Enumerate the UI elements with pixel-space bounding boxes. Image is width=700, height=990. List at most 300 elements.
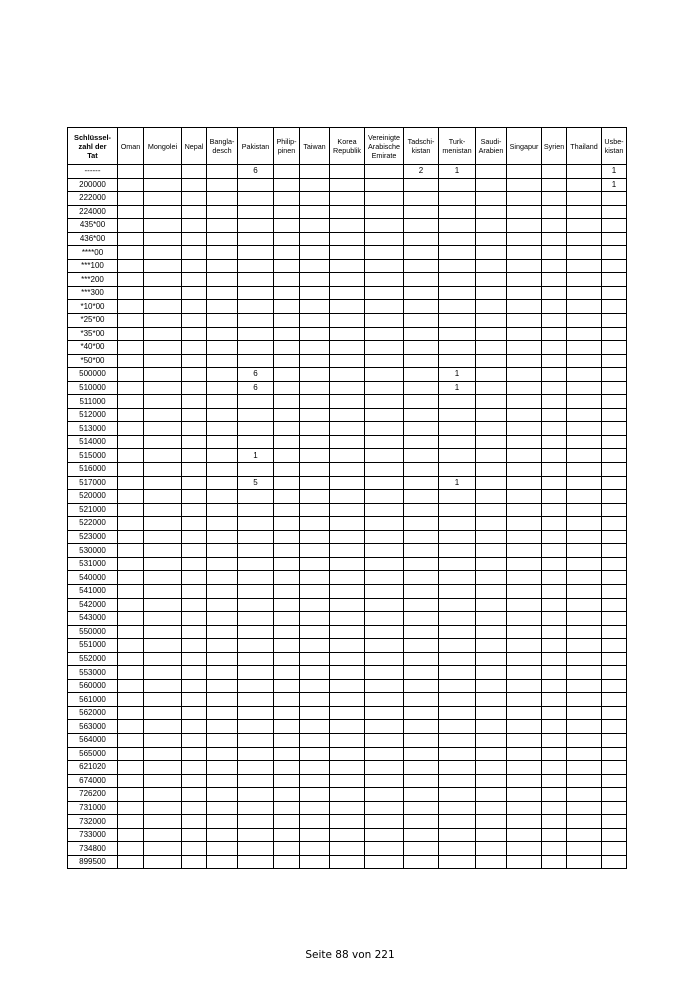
- key-number-cell: 674000: [68, 774, 118, 788]
- count-cell: [238, 463, 274, 477]
- count-cell: [182, 557, 207, 571]
- count-cell: [300, 693, 330, 707]
- count-cell: [274, 300, 300, 314]
- count-cell: [274, 219, 300, 233]
- count-cell: [507, 774, 542, 788]
- count-cell: [182, 517, 207, 531]
- count-cell: [330, 232, 365, 246]
- count-cell: [118, 408, 144, 422]
- count-cell: [274, 205, 300, 219]
- table-header: [68, 128, 627, 165]
- count-cell: [144, 422, 182, 436]
- count-cell: [365, 273, 404, 287]
- count-cell: [365, 422, 404, 436]
- count-cell: [300, 368, 330, 382]
- key-number-cell: *50*00: [68, 354, 118, 368]
- count-cell: [182, 625, 207, 639]
- count-cell: [542, 639, 567, 653]
- count-cell: [365, 639, 404, 653]
- count-cell: [542, 408, 567, 422]
- count-cell: [507, 314, 542, 328]
- column-header-country: Mongolei: [144, 128, 182, 165]
- count-cell: [274, 666, 300, 680]
- count-cell: [207, 314, 238, 328]
- count-cell: [300, 232, 330, 246]
- count-cell: [300, 747, 330, 761]
- count-cell: [404, 828, 439, 842]
- count-cell: [476, 449, 507, 463]
- count-cell: [300, 679, 330, 693]
- count-cell: [404, 192, 439, 206]
- column-header-country: Oman: [118, 128, 144, 165]
- count-cell: [602, 246, 627, 260]
- count-cell: [476, 165, 507, 179]
- count-cell: [207, 530, 238, 544]
- count-cell: [476, 192, 507, 206]
- count-cell: [542, 381, 567, 395]
- count-cell: [365, 165, 404, 179]
- count-cell: [144, 801, 182, 815]
- count-cell: [118, 828, 144, 842]
- count-cell: [182, 205, 207, 219]
- key-number-cell: 520000: [68, 490, 118, 504]
- count-cell: [118, 246, 144, 260]
- count-cell: [567, 408, 602, 422]
- count-cell: [182, 395, 207, 409]
- count-cell: [567, 286, 602, 300]
- count-cell: [439, 435, 476, 449]
- count-cell: [182, 381, 207, 395]
- count-cell: [476, 327, 507, 341]
- count-cell: [238, 598, 274, 612]
- count-cell: [404, 801, 439, 815]
- count-cell: [439, 625, 476, 639]
- count-cell: [207, 178, 238, 192]
- count-cell: [238, 639, 274, 653]
- key-number-cell: 564000: [68, 733, 118, 747]
- count-cell: [182, 490, 207, 504]
- count-cell: [330, 205, 365, 219]
- count-cell: [274, 449, 300, 463]
- count-cell: [330, 761, 365, 775]
- count-cell: [476, 219, 507, 233]
- count-cell: [567, 855, 602, 869]
- count-cell: [602, 368, 627, 382]
- count-cell: [476, 571, 507, 585]
- count-cell: [567, 354, 602, 368]
- count-cell: [404, 855, 439, 869]
- count-cell: [439, 490, 476, 504]
- count-cell: [365, 842, 404, 856]
- count-cell: [567, 571, 602, 585]
- count-cell: [118, 381, 144, 395]
- count-cell: [439, 598, 476, 612]
- table-row: [68, 192, 627, 206]
- count-cell: [300, 463, 330, 477]
- count-cell: [238, 652, 274, 666]
- count-cell: [118, 842, 144, 856]
- count-cell: [238, 314, 274, 328]
- count-cell: [330, 828, 365, 842]
- count-cell: [182, 341, 207, 355]
- table-row: [68, 761, 627, 775]
- count-cell: [238, 192, 274, 206]
- count-cell: [476, 300, 507, 314]
- count-cell: [602, 530, 627, 544]
- count-cell: [238, 354, 274, 368]
- count-cell: [330, 815, 365, 829]
- count-cell: [274, 733, 300, 747]
- count-cell: [144, 557, 182, 571]
- count-cell: [274, 232, 300, 246]
- count-cell: [542, 679, 567, 693]
- count-cell: [330, 733, 365, 747]
- key-number-cell: 733000: [68, 828, 118, 842]
- count-cell: [300, 788, 330, 802]
- count-cell: [404, 490, 439, 504]
- count-cell: [439, 422, 476, 436]
- count-cell: [274, 598, 300, 612]
- table-row: [68, 354, 627, 368]
- count-cell: [542, 733, 567, 747]
- count-cell: [182, 368, 207, 382]
- count-cell: [542, 286, 567, 300]
- count-cell: [476, 422, 507, 436]
- count-cell: [507, 395, 542, 409]
- count-cell: [207, 720, 238, 734]
- count-cell: [542, 354, 567, 368]
- count-cell: [476, 354, 507, 368]
- count-cell: [238, 286, 274, 300]
- count-cell: [207, 666, 238, 680]
- count-cell: [274, 801, 300, 815]
- count-cell: [507, 354, 542, 368]
- count-cell: [439, 639, 476, 653]
- count-cell: [602, 192, 627, 206]
- count-cell: [330, 612, 365, 626]
- count-cell: [330, 503, 365, 517]
- count-cell: [274, 720, 300, 734]
- count-cell: 2: [404, 165, 439, 179]
- count-cell: [274, 639, 300, 653]
- count-cell: [567, 693, 602, 707]
- table-row: [68, 286, 627, 300]
- count-cell: [507, 503, 542, 517]
- count-cell: [238, 774, 274, 788]
- count-cell: [274, 463, 300, 477]
- count-cell: [567, 449, 602, 463]
- count-cell: [330, 286, 365, 300]
- header-row: [68, 128, 627, 165]
- count-cell: [274, 381, 300, 395]
- count-cell: [207, 273, 238, 287]
- count-cell: [238, 300, 274, 314]
- key-number-cell: 734800: [68, 842, 118, 856]
- count-cell: [182, 300, 207, 314]
- table-row: [68, 720, 627, 734]
- count-cell: [439, 815, 476, 829]
- count-cell: [507, 855, 542, 869]
- count-cell: [602, 815, 627, 829]
- count-cell: [274, 246, 300, 260]
- count-cell: [274, 422, 300, 436]
- count-cell: [602, 314, 627, 328]
- count-cell: [182, 761, 207, 775]
- count-cell: [602, 625, 627, 639]
- count-cell: [567, 761, 602, 775]
- count-cell: [274, 761, 300, 775]
- count-cell: [144, 368, 182, 382]
- count-cell: [182, 435, 207, 449]
- count-cell: [439, 584, 476, 598]
- count-cell: [507, 449, 542, 463]
- count-cell: [118, 517, 144, 531]
- count-cell: [274, 679, 300, 693]
- count-cell: [404, 381, 439, 395]
- count-cell: [602, 395, 627, 409]
- count-cell: [207, 490, 238, 504]
- count-cell: [144, 855, 182, 869]
- count-cell: [330, 178, 365, 192]
- count-cell: [602, 354, 627, 368]
- count-cell: [238, 612, 274, 626]
- key-number-cell: 522000: [68, 517, 118, 531]
- table-row: [68, 598, 627, 612]
- count-cell: [507, 652, 542, 666]
- count-cell: [365, 192, 404, 206]
- count-cell: [542, 476, 567, 490]
- count-cell: [144, 693, 182, 707]
- count-cell: [300, 598, 330, 612]
- count-cell: [144, 733, 182, 747]
- count-cell: [182, 327, 207, 341]
- count-cell: [238, 232, 274, 246]
- count-cell: [144, 503, 182, 517]
- count-cell: 6: [238, 381, 274, 395]
- count-cell: [542, 828, 567, 842]
- count-cell: [567, 165, 602, 179]
- count-cell: [207, 801, 238, 815]
- count-cell: [182, 422, 207, 436]
- count-cell: [476, 584, 507, 598]
- statistics-table: [67, 127, 627, 869]
- count-cell: [274, 192, 300, 206]
- count-cell: [567, 192, 602, 206]
- count-cell: [330, 652, 365, 666]
- count-cell: [365, 517, 404, 531]
- count-cell: [404, 544, 439, 558]
- count-cell: [365, 693, 404, 707]
- count-cell: [602, 693, 627, 707]
- count-cell: [439, 408, 476, 422]
- count-cell: [118, 788, 144, 802]
- count-cell: [274, 828, 300, 842]
- table-row: [68, 449, 627, 463]
- count-cell: [207, 165, 238, 179]
- count-cell: [567, 584, 602, 598]
- count-cell: [144, 435, 182, 449]
- count-cell: [274, 693, 300, 707]
- count-cell: [507, 368, 542, 382]
- count-cell: [182, 788, 207, 802]
- count-cell: [118, 598, 144, 612]
- count-cell: [542, 205, 567, 219]
- count-cell: [542, 368, 567, 382]
- count-cell: [439, 232, 476, 246]
- count-cell: [507, 476, 542, 490]
- count-cell: [476, 598, 507, 612]
- count-cell: [439, 259, 476, 273]
- count-cell: [144, 259, 182, 273]
- count-cell: [330, 341, 365, 355]
- count-cell: [404, 557, 439, 571]
- count-cell: [118, 530, 144, 544]
- count-cell: [182, 747, 207, 761]
- key-number-cell: 541000: [68, 584, 118, 598]
- count-cell: [602, 584, 627, 598]
- count-cell: [330, 246, 365, 260]
- key-number-cell: 899500: [68, 855, 118, 869]
- count-cell: [365, 544, 404, 558]
- count-cell: [300, 625, 330, 639]
- count-cell: [144, 490, 182, 504]
- count-cell: [144, 706, 182, 720]
- count-cell: [118, 165, 144, 179]
- count-cell: [365, 666, 404, 680]
- count-cell: [567, 219, 602, 233]
- count-cell: [238, 788, 274, 802]
- key-number-cell: 514000: [68, 435, 118, 449]
- count-cell: [507, 761, 542, 775]
- count-cell: [567, 395, 602, 409]
- count-cell: [404, 300, 439, 314]
- count-cell: [118, 557, 144, 571]
- count-cell: [567, 232, 602, 246]
- count-cell: [404, 259, 439, 273]
- key-number-cell: 732000: [68, 815, 118, 829]
- count-cell: [507, 530, 542, 544]
- count-cell: [300, 246, 330, 260]
- count-cell: [476, 408, 507, 422]
- count-cell: [144, 571, 182, 585]
- count-cell: [300, 381, 330, 395]
- count-cell: [238, 842, 274, 856]
- count-cell: [330, 693, 365, 707]
- key-number-cell: 531000: [68, 557, 118, 571]
- count-cell: [118, 706, 144, 720]
- count-cell: [476, 625, 507, 639]
- count-cell: [507, 178, 542, 192]
- count-cell: [238, 679, 274, 693]
- count-cell: [507, 706, 542, 720]
- count-cell: [567, 544, 602, 558]
- count-cell: [274, 368, 300, 382]
- count-cell: [365, 314, 404, 328]
- count-cell: [182, 273, 207, 287]
- count-cell: [365, 341, 404, 355]
- count-cell: [476, 490, 507, 504]
- count-cell: [274, 530, 300, 544]
- table-row: [68, 517, 627, 531]
- count-cell: [404, 530, 439, 544]
- count-cell: [439, 855, 476, 869]
- count-cell: [207, 774, 238, 788]
- count-cell: [507, 435, 542, 449]
- count-cell: [404, 693, 439, 707]
- key-number-cell: 200000: [68, 178, 118, 192]
- count-cell: [602, 300, 627, 314]
- count-cell: [207, 300, 238, 314]
- count-cell: [476, 544, 507, 558]
- count-cell: [238, 327, 274, 341]
- count-cell: [602, 205, 627, 219]
- count-cell: [567, 706, 602, 720]
- count-cell: [507, 747, 542, 761]
- count-cell: [507, 828, 542, 842]
- count-cell: [439, 463, 476, 477]
- count-cell: [439, 354, 476, 368]
- count-cell: [182, 842, 207, 856]
- count-cell: [507, 219, 542, 233]
- count-cell: [274, 165, 300, 179]
- count-cell: [507, 598, 542, 612]
- count-cell: [365, 435, 404, 449]
- count-cell: [207, 747, 238, 761]
- count-cell: [118, 490, 144, 504]
- table-row: [68, 544, 627, 558]
- count-cell: [439, 449, 476, 463]
- count-cell: [118, 300, 144, 314]
- count-cell: [404, 219, 439, 233]
- count-cell: [182, 476, 207, 490]
- count-cell: [567, 666, 602, 680]
- count-cell: [476, 706, 507, 720]
- table-row: [68, 828, 627, 842]
- count-cell: [144, 165, 182, 179]
- count-cell: [439, 666, 476, 680]
- table-row: [68, 300, 627, 314]
- count-cell: [238, 625, 274, 639]
- count-cell: [476, 246, 507, 260]
- count-cell: [404, 788, 439, 802]
- count-cell: [567, 273, 602, 287]
- column-header-country: Nepal: [182, 128, 207, 165]
- count-cell: [274, 517, 300, 531]
- count-cell: [542, 598, 567, 612]
- count-cell: [404, 435, 439, 449]
- count-cell: [238, 828, 274, 842]
- count-cell: [300, 273, 330, 287]
- count-cell: [300, 178, 330, 192]
- count-cell: 1: [602, 165, 627, 179]
- count-cell: [439, 828, 476, 842]
- count-cell: [365, 706, 404, 720]
- count-cell: [182, 544, 207, 558]
- table-row: [68, 368, 627, 382]
- count-cell: [567, 503, 602, 517]
- count-cell: [602, 733, 627, 747]
- count-cell: [300, 706, 330, 720]
- count-cell: [507, 408, 542, 422]
- count-cell: [542, 517, 567, 531]
- count-cell: [365, 286, 404, 300]
- count-cell: [365, 828, 404, 842]
- count-cell: [207, 733, 238, 747]
- count-cell: [542, 503, 567, 517]
- count-cell: [118, 679, 144, 693]
- count-cell: [567, 476, 602, 490]
- table-row: [68, 788, 627, 802]
